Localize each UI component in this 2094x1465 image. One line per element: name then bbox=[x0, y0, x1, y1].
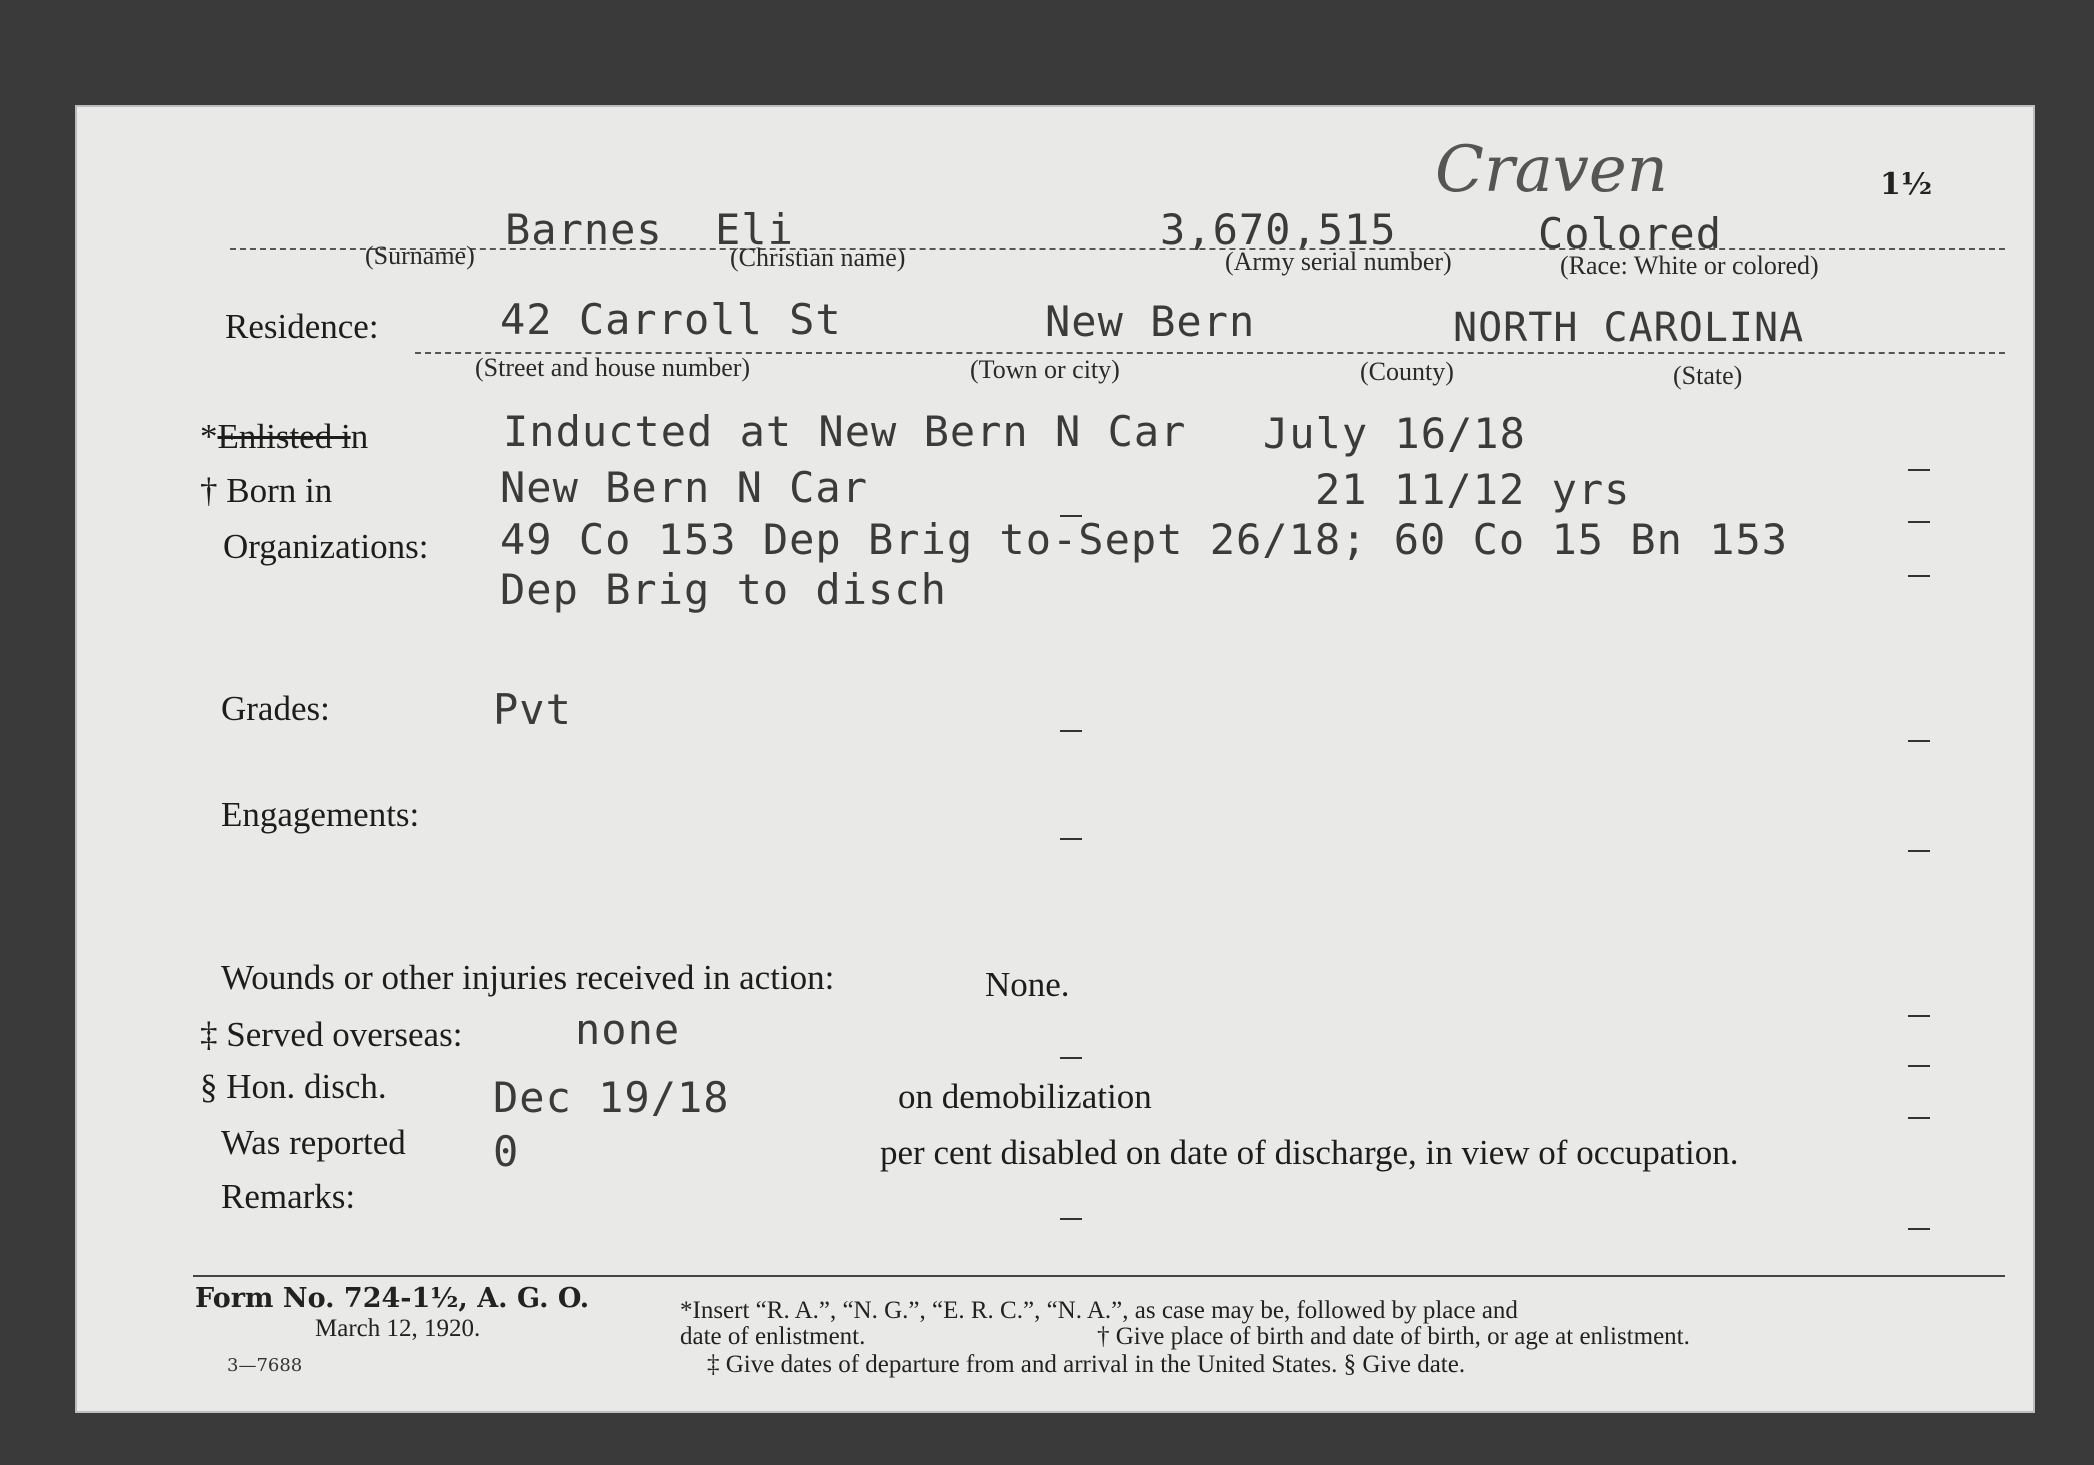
engagements-mid-dash bbox=[1060, 838, 1082, 840]
grades-dash bbox=[1908, 740, 1930, 742]
reported-note: per cent disabled on date of discharge, in view of occupation. bbox=[880, 1133, 1739, 1172]
remarks-label: Remarks: bbox=[221, 1177, 356, 1216]
town-caption: (Town or city) bbox=[970, 355, 1120, 384]
remarks-dash bbox=[1908, 1228, 1930, 1230]
footnote-3: ‡ Give dates of departure from and arrival in the United States. § Give date. bbox=[707, 1351, 1466, 1378]
hon-disch-date: Dec 19/18 bbox=[493, 1073, 730, 1122]
enlisted-date: July 16/18 bbox=[1263, 409, 1526, 458]
served-overseas-value: none bbox=[575, 1005, 681, 1054]
name-line bbox=[230, 248, 2005, 250]
footer-rule bbox=[193, 1275, 2005, 1277]
enlisted-marker: * bbox=[200, 417, 218, 456]
enlisted-dash bbox=[1908, 469, 1930, 471]
reported-value: 0 bbox=[493, 1127, 520, 1176]
serial-number-value: 3,670,515 bbox=[1160, 205, 1397, 254]
form-date: March 12, 1920. bbox=[315, 1315, 481, 1342]
form-number: Form No. 724-1½, A. G. O. bbox=[195, 1283, 590, 1314]
grades-label: Grades: bbox=[221, 689, 330, 728]
serial-number-caption: (Army serial number) bbox=[1225, 247, 1452, 276]
wounds-label: Wounds or other injuries received in action: bbox=[221, 958, 835, 997]
enlisted-value: Inducted at New Bern N Car bbox=[503, 407, 1187, 456]
enlisted-label-rest: n bbox=[350, 417, 369, 456]
grades-mid-dash bbox=[1060, 730, 1082, 732]
served-overseas-label: ‡ Served overseas: bbox=[200, 1015, 463, 1054]
service-record-card bbox=[75, 105, 2035, 1413]
engagements-label: Engagements: bbox=[221, 795, 420, 834]
grades-value: Pvt bbox=[493, 685, 572, 734]
residence-state: NORTH CAROLINA bbox=[1453, 305, 1805, 351]
served-overseas-dash bbox=[1908, 1015, 1930, 1017]
organizations-line1: 49 Co 153 Dep Brig to-Sept 26/18; 60 Co 15 Bn 153 bbox=[500, 515, 1789, 564]
hon-disch-label: § Hon. disch. bbox=[200, 1067, 387, 1106]
state-caption: (State) bbox=[1673, 361, 1743, 390]
residence-label: Residence: bbox=[225, 307, 379, 346]
surname-value: Barnes bbox=[505, 205, 663, 254]
street-caption: (Street and house number) bbox=[475, 353, 751, 382]
residence-town: New Bern bbox=[1045, 297, 1256, 346]
born-label: † Born in bbox=[200, 471, 333, 510]
residence-street: 42 Carroll St bbox=[500, 295, 842, 344]
born-age: 21 11/12 yrs bbox=[1315, 465, 1631, 514]
reported-dash bbox=[1908, 1117, 1930, 1119]
card-number: 1½ bbox=[1880, 167, 1933, 202]
organizations-line2: Dep Brig to disch bbox=[500, 565, 947, 614]
wounds-value: None. bbox=[985, 965, 1070, 1004]
footnote-2a: date of enlistment. bbox=[680, 1323, 866, 1350]
enlisted-label-struck: Enlisted i bbox=[217, 417, 351, 456]
organizations-label: Organizations: bbox=[223, 527, 429, 566]
race-value: Colored bbox=[1538, 209, 1723, 258]
county-handwritten: Craven bbox=[1435, 133, 1668, 207]
engagements-dash bbox=[1908, 850, 1930, 852]
remarks-mid-dash bbox=[1060, 1218, 1082, 1220]
born-place: New Bern N Car bbox=[500, 463, 869, 512]
organizations-dash bbox=[1908, 575, 1930, 577]
enlisted-label bbox=[200, 417, 368, 457]
served-overseas-mid-dash bbox=[1060, 1057, 1082, 1059]
hon-disch-note: on demobilization bbox=[898, 1077, 1152, 1116]
footnote-2b: † Give place of birth and date of birth, or age at enlistment. bbox=[1097, 1323, 1690, 1350]
footnote-1: *Insert “R. A.”, “N. G.”, “E. R. C.”, “N. A.”, as case may be, followed by place and bbox=[680, 1297, 1518, 1324]
born-dash bbox=[1908, 521, 1930, 523]
race-caption: (Race: White or colored) bbox=[1560, 251, 1819, 280]
surname-caption: (Surname) bbox=[365, 241, 475, 270]
county-caption: (County) bbox=[1360, 357, 1454, 386]
print-code: 3—7688 bbox=[227, 1355, 303, 1376]
christian-name-value: Eli bbox=[715, 205, 794, 254]
christian-name-caption: (Christian name) bbox=[730, 243, 906, 272]
reported-label: Was reported bbox=[221, 1123, 406, 1162]
hon-disch-dash bbox=[1908, 1065, 1930, 1067]
